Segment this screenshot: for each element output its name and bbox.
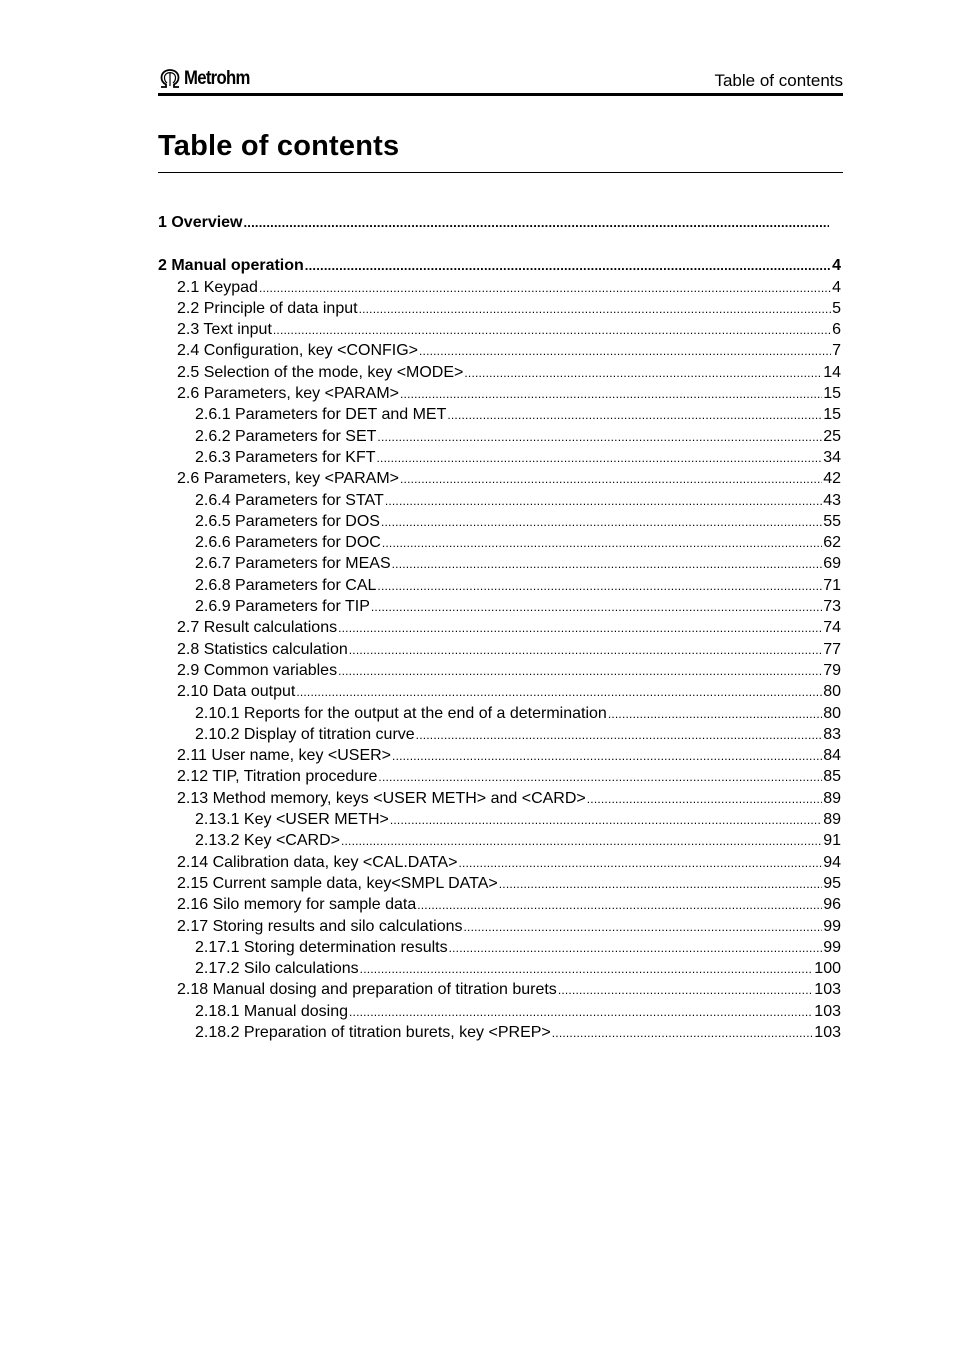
toc-entry-label: 2.18.2 Preparation of titration burets, key <PREP>: [195, 1023, 551, 1041]
toc-entry-label: 2.6 Parameters, key <PARAM>: [177, 470, 400, 488]
toc-entry[interactable]: [158, 340, 841, 361]
toc-entry-page: 96: [823, 896, 841, 914]
toc-entry-page: 73: [823, 598, 841, 616]
toc-entry[interactable]: [158, 553, 841, 574]
toc-entry-page: 14: [823, 363, 841, 381]
toc-entry-label: 2.3 Text input: [177, 321, 272, 339]
toc-entry[interactable]: [158, 383, 841, 404]
toc-entry[interactable]: [158, 681, 841, 702]
toc-entry-label: 2.6 Parameters, key <PARAM>: [177, 385, 400, 403]
toc-entry-label: 2.9 Common variables: [177, 661, 338, 679]
toc-entry-page: 80: [823, 683, 841, 701]
table-of-contents: [158, 212, 841, 1043]
toc-entry-page: 25: [823, 427, 841, 445]
toc-entry[interactable]: [158, 617, 841, 638]
toc-entry-page: 74: [823, 619, 841, 637]
toc-entry-page: 34: [823, 448, 841, 466]
toc-entry[interactable]: [158, 703, 841, 724]
toc-entry-page: 71: [823, 576, 841, 594]
metrohm-omega-icon: [158, 68, 182, 90]
toc-entry[interactable]: [158, 873, 841, 894]
toc-entry-label: 2.6.5 Parameters for DOS: [195, 512, 380, 530]
toc-dot-leader: [447, 405, 822, 426]
toc-entry[interactable]: [158, 830, 841, 851]
toc-entry[interactable]: [158, 298, 841, 319]
toc-entry-page: 43: [823, 491, 841, 509]
toc-entry-label: 2.12 TIP, Titration procedure: [177, 768, 378, 786]
toc-entry[interactable]: [158, 916, 841, 937]
toc-entry-label: 2.15 Current sample data, key<SMPL DATA>: [177, 874, 498, 892]
toc-entry-page: 95: [823, 874, 841, 892]
toc-dot-leader: [349, 1002, 813, 1023]
toc-entry[interactable]: [158, 1022, 841, 1043]
toc-entry-label: 2.18 Manual dosing and preparation of titration burets: [177, 981, 557, 999]
toc-entry-page: 103: [814, 981, 841, 999]
toc-entry-page: 4: [832, 257, 841, 275]
toc-entry-label: 2.11 User name, key <USER>: [177, 747, 392, 765]
toc-dot-leader: [552, 1023, 814, 1044]
toc-dot-leader: [499, 874, 822, 895]
toc-entry-page: 69: [823, 555, 841, 573]
toc-entry[interactable]: [158, 1001, 841, 1022]
toc-entry-label: 2.5 Selection of the mode, key <MODE>: [177, 363, 464, 381]
toc-dot-leader: [608, 704, 822, 725]
toc-dot-leader: [381, 512, 822, 533]
toc-entry[interactable]: [158, 511, 841, 532]
toc-entry-page: 103: [814, 1023, 841, 1041]
toc-dot-leader: [378, 767, 822, 788]
toc-entry-page: 99: [823, 917, 841, 935]
toc-entry-label: 2.16 Silo memory for sample data: [177, 896, 417, 914]
toc-entry-label: 2.17.2 Silo calculations: [195, 960, 359, 978]
toc-dot-leader: [338, 618, 822, 639]
toc-dot-leader: [558, 980, 813, 1001]
toc-dot-leader: [392, 746, 822, 767]
toc-entry[interactable]: [158, 277, 841, 298]
toc-entry-label: 2.13.2 Key <CARD>: [195, 832, 340, 850]
toc-dot-leader: [305, 255, 831, 276]
toc-dot-leader: [400, 384, 822, 405]
toc-entry-page: 55: [823, 512, 841, 530]
toc-entry-label: 2 Manual operation: [158, 257, 304, 275]
toc-entry-page: 89: [823, 811, 841, 829]
running-title-bold: Table: [714, 71, 756, 90]
toc-entry-label: 2.6.1 Parameters for DET and MET: [195, 406, 447, 424]
toc-dot-leader: [458, 853, 822, 874]
toc-entry[interactable]: [158, 362, 841, 383]
toc-entry-page: 94: [823, 853, 841, 871]
toc-entry-page: 7: [832, 342, 841, 360]
toc-dot-leader: [341, 831, 822, 852]
toc-entry[interactable]: [158, 724, 841, 745]
toc-entry-label: 2.6.3 Parameters for KFT: [195, 448, 376, 466]
toc-entry[interactable]: [158, 809, 841, 830]
toc-entry-label: 2.10.1 Reports for the output at the end of a determination: [195, 704, 607, 722]
toc-entry[interactable]: [158, 404, 841, 425]
toc-dot-leader: [400, 469, 822, 490]
toc-entry-page: 85: [823, 768, 841, 786]
toc-dot-leader: [360, 959, 814, 980]
toc-entry-page: 80: [823, 704, 841, 722]
toc-entry[interactable]: [158, 660, 841, 681]
toc-dot-leader: [377, 448, 823, 469]
toc-entry-label: 2.13 Method memory, keys <USER METH> and <CARD>: [177, 789, 586, 807]
toc-entry[interactable]: [158, 575, 841, 596]
toc-entry-label: 2.6.9 Parameters for TIP: [195, 598, 370, 616]
toc-entry[interactable]: [158, 937, 841, 958]
toc-entry[interactable]: [158, 426, 841, 447]
toc-dot-leader: [417, 895, 822, 916]
toc-entry-page: 83: [823, 725, 841, 743]
toc-entry-page: 5: [832, 299, 841, 317]
toc-entry-page: 89: [823, 789, 841, 807]
toc-dot-leader: [464, 917, 823, 938]
toc-entry[interactable]: [158, 490, 841, 511]
toc-entry-label: 2.17 Storing results and silo calculations: [177, 917, 463, 935]
toc-dot-leader: [385, 491, 822, 512]
toc-entry-page: 99: [823, 938, 841, 956]
running-title: [714, 71, 843, 91]
metrohm-logo: [158, 66, 259, 92]
toc-entry-label: 2.6.2 Parameters for SET: [195, 427, 377, 445]
toc-entry-page: 100: [814, 960, 841, 978]
toc-dot-leader: [349, 640, 822, 661]
toc-entry-page: 6: [832, 321, 841, 339]
toc-entry[interactable]: [158, 596, 841, 617]
toc-entry-page: 103: [814, 1002, 841, 1020]
toc-entry-label: 2.6.8 Parameters for CAL: [195, 576, 377, 594]
toc-dot-leader: [390, 810, 822, 831]
title-rule: [158, 172, 843, 173]
toc-entry-label: 2.14 Calibration data, key <CAL.DATA>: [177, 853, 458, 871]
toc-entry-label: 2.10 Data output: [177, 683, 296, 701]
toc-dot-leader: [244, 212, 830, 233]
toc-dot-leader: [359, 299, 832, 320]
toc-entry-label: 2.7 Result calculations: [177, 619, 338, 637]
toc-entry-page: 91: [823, 832, 841, 850]
toc-entry[interactable]: [158, 766, 841, 787]
toc-dot-leader: [382, 533, 822, 554]
page-header: [158, 66, 843, 96]
toc-entry[interactable]: [158, 745, 841, 766]
toc-dot-leader: [371, 597, 822, 618]
toc-dot-leader: [377, 427, 822, 448]
toc-entry[interactable]: [158, 212, 841, 233]
toc-entry-page: 84: [823, 747, 841, 765]
toc-entry-label: 1 Overview: [158, 214, 243, 231]
toc-dot-leader: [296, 682, 822, 703]
toc-entry-page: 42: [823, 470, 841, 488]
toc-entry[interactable]: [158, 319, 841, 340]
toc-entry-label: 2.1 Keypad: [177, 278, 258, 296]
toc-entry-label: 2.8 Statistics calculation: [177, 640, 348, 658]
toc-spacer: [158, 233, 841, 255]
toc-entry-label: 2.18.1 Manual dosing: [195, 1002, 348, 1020]
toc-entry-label: 2.2 Principle of data input: [177, 299, 358, 317]
toc-dot-leader: [273, 320, 831, 341]
running-title-rest: of contents: [755, 71, 843, 90]
toc-entry-page: 77: [823, 640, 841, 658]
toc-entry-label: 2.13.1 Key <USER METH>: [195, 811, 389, 829]
toc-entry[interactable]: [158, 447, 841, 468]
toc-entry-label: 2.6.6 Parameters for DOC: [195, 534, 381, 552]
toc-entry-label: 2.6.4 Parameters for STAT: [195, 491, 384, 509]
toc-entry-label: 2.6.7 Parameters for MEAS: [195, 555, 391, 573]
toc-entry[interactable]: [158, 958, 841, 979]
toc-entry[interactable]: [158, 979, 841, 1000]
toc-entry-page: 4: [832, 278, 841, 296]
toc-entry-page: 15: [823, 385, 841, 403]
toc-dot-leader: [377, 576, 822, 597]
toc-dot-leader: [419, 341, 831, 362]
toc-dot-leader: [449, 938, 823, 959]
toc-dot-leader: [259, 278, 831, 299]
toc-entry-page: 79: [823, 661, 841, 679]
toc-dot-leader: [587, 789, 822, 810]
toc-entry[interactable]: [158, 894, 841, 915]
toc-dot-leader: [464, 363, 822, 384]
toc-entry[interactable]: [158, 639, 841, 660]
toc-dot-leader: [338, 661, 822, 682]
toc-entry[interactable]: [158, 255, 841, 276]
toc-entry[interactable]: [158, 468, 841, 489]
toc-entry[interactable]: [158, 532, 841, 553]
toc-entry-page: 15: [823, 406, 841, 424]
toc-entry[interactable]: [158, 788, 841, 809]
toc-entry-label: 2.17.1 Storing determination results: [195, 938, 448, 956]
toc-dot-leader: [416, 725, 823, 746]
toc-entry-label: 2.10.2 Display of titration curve: [195, 725, 415, 743]
logo-text: Metrohm: [184, 68, 250, 89]
toc-entry-page: 62: [823, 534, 841, 552]
toc-dot-leader: [392, 554, 823, 575]
toc-entry[interactable]: [158, 852, 841, 873]
page-title: Table of contents: [158, 130, 400, 162]
toc-entry-label: 2.4 Configuration, key <CONFIG>: [177, 342, 418, 360]
